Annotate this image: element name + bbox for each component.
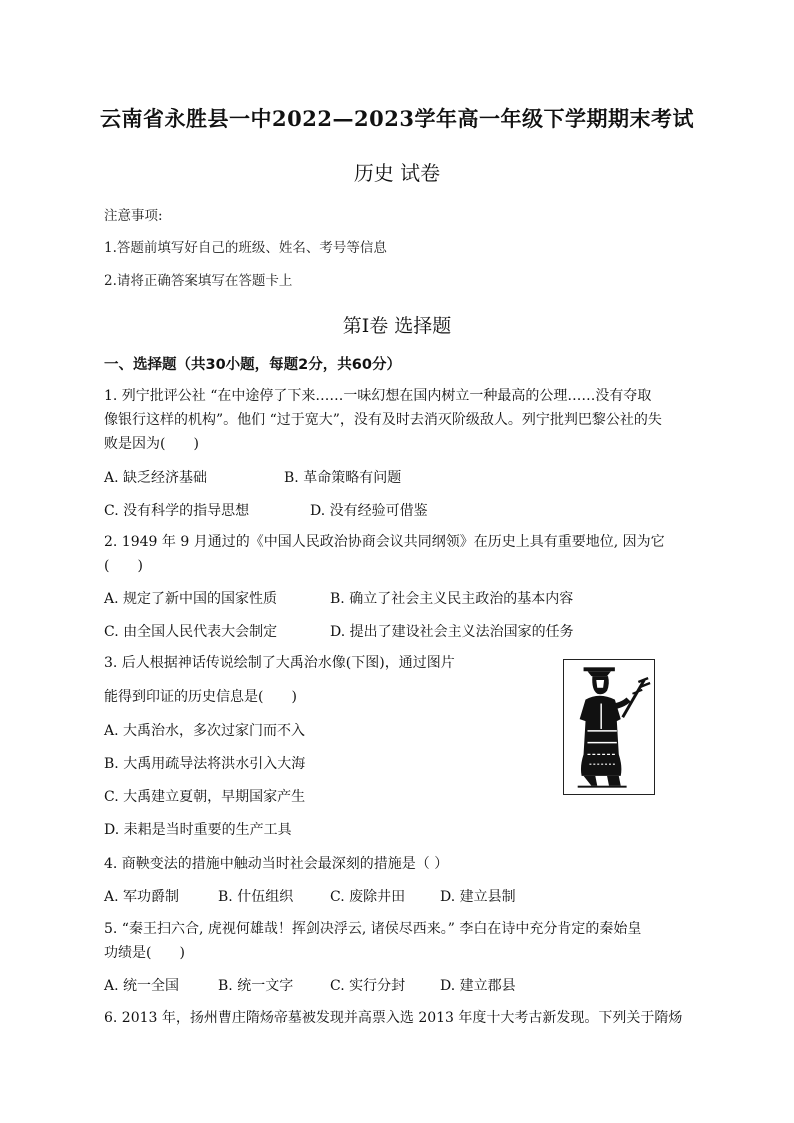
question-1-option-d: D. 没有经验可借鉴 (310, 503, 428, 519)
question-1-option-c: C. 没有科学的指导思想 (104, 503, 250, 519)
question-1-option-b: B. 革命策略有问题 (284, 470, 402, 486)
exam-subtitle: 历史 试卷 (353, 161, 441, 185)
question-3-line-2: 能得到印证的历史信息是( ) (104, 689, 297, 705)
question-4-option-c: C. 废除井田 (330, 889, 406, 905)
section-title: 一、选择题（共30小题，每题2分，共60分） (104, 357, 401, 373)
question-4-option-d: D. 建立县制 (440, 889, 516, 905)
question-1-option-a: A. 缺乏经济基础 (104, 470, 208, 486)
question-4-line-1: 4. 商鞅变法的措施中触动当时社会最深刻的措施是（ ） (104, 856, 449, 872)
question-3-option-d: D. 耒耜是当时重要的生产工具 (104, 822, 292, 838)
question-5-line-2: 功绩是( ) (104, 945, 185, 961)
question-5-option-c: C. 实行分封 (330, 978, 406, 994)
question-5-option-d: D. 建立郡县 (440, 978, 516, 994)
question-1-line-1: 1. 列宁批评公社 “在中途停了下来……一味幻想在国内树立一种最高的公理……没有夺取 (104, 388, 652, 404)
notes-item-1: 1.答题前填写好自己的班级、姓名、考号等信息 (104, 240, 387, 256)
question-5-line-1: 5. “秦王扫六合, 虎视何雄哉！挥剑决浮云, 诸侯尽西来。” 李白在诗中充分肯定的秦始皇 (104, 921, 642, 937)
question-4-option-a: A. 军功爵制 (104, 889, 180, 905)
question-1-line-2: 像银行这样的机构”。他们 “过于宽大”，没有及时去消灭阶级敌人。列宁批判巴黎公社的失 (104, 412, 662, 428)
dayu-figure-illustration (564, 660, 654, 794)
dayu-flood-control-figure (563, 659, 655, 795)
question-2-option-b: B. 确立了社会主义民主政治的基本内容 (330, 591, 574, 607)
question-3-option-b: B. 大禹用疏导法将洪水引入大海 (104, 756, 306, 772)
question-5-option-b: B. 统一文字 (218, 978, 294, 994)
question-2-line-2: ( ) (104, 558, 143, 574)
question-1-line-3: 败是因为( ) (104, 436, 199, 452)
question-3-option-a: A. 大禹治水，多次过家门而不入 (104, 723, 306, 739)
question-2-option-d: D. 提出了建设社会主义法治国家的任务 (330, 624, 574, 640)
notes-heading: 注意事项: (104, 208, 163, 224)
question-2-option-a: A. 规定了新中国的国家性质 (104, 591, 278, 607)
question-3-line-1: 3. 后人根据神话传说绘制了大禹治水像(下图)，通过图片 (104, 655, 455, 671)
question-2-line-1: 2. 1949 年 9 月通过的《中国人民政治协商会议共同纲领》在历史上具有重要地位, 因为它 (104, 534, 665, 550)
question-6-line-1: 6. 2013 年，扬州曹庄隋炀帝墓被发现并高票入选 2013 年度十大考古新发现。下列关于隋炀 (104, 1010, 683, 1026)
question-5-option-a: A. 统一全国 (104, 978, 180, 994)
exam-title: 云南省永胜县一中2022—2023学年高一年级下学期期末考试 (100, 106, 694, 131)
part-title: 第Ⅰ卷 选择题 (342, 315, 452, 337)
question-3-option-c: C. 大禹建立夏朝，早期国家产生 (104, 789, 306, 805)
question-2-option-c: C. 由全国人民代表大会制定 (104, 624, 278, 640)
notes-item-2: 2.请将正确答案填写在答题卡上 (104, 273, 293, 289)
question-4-option-b: B. 什伍组织 (218, 889, 294, 905)
